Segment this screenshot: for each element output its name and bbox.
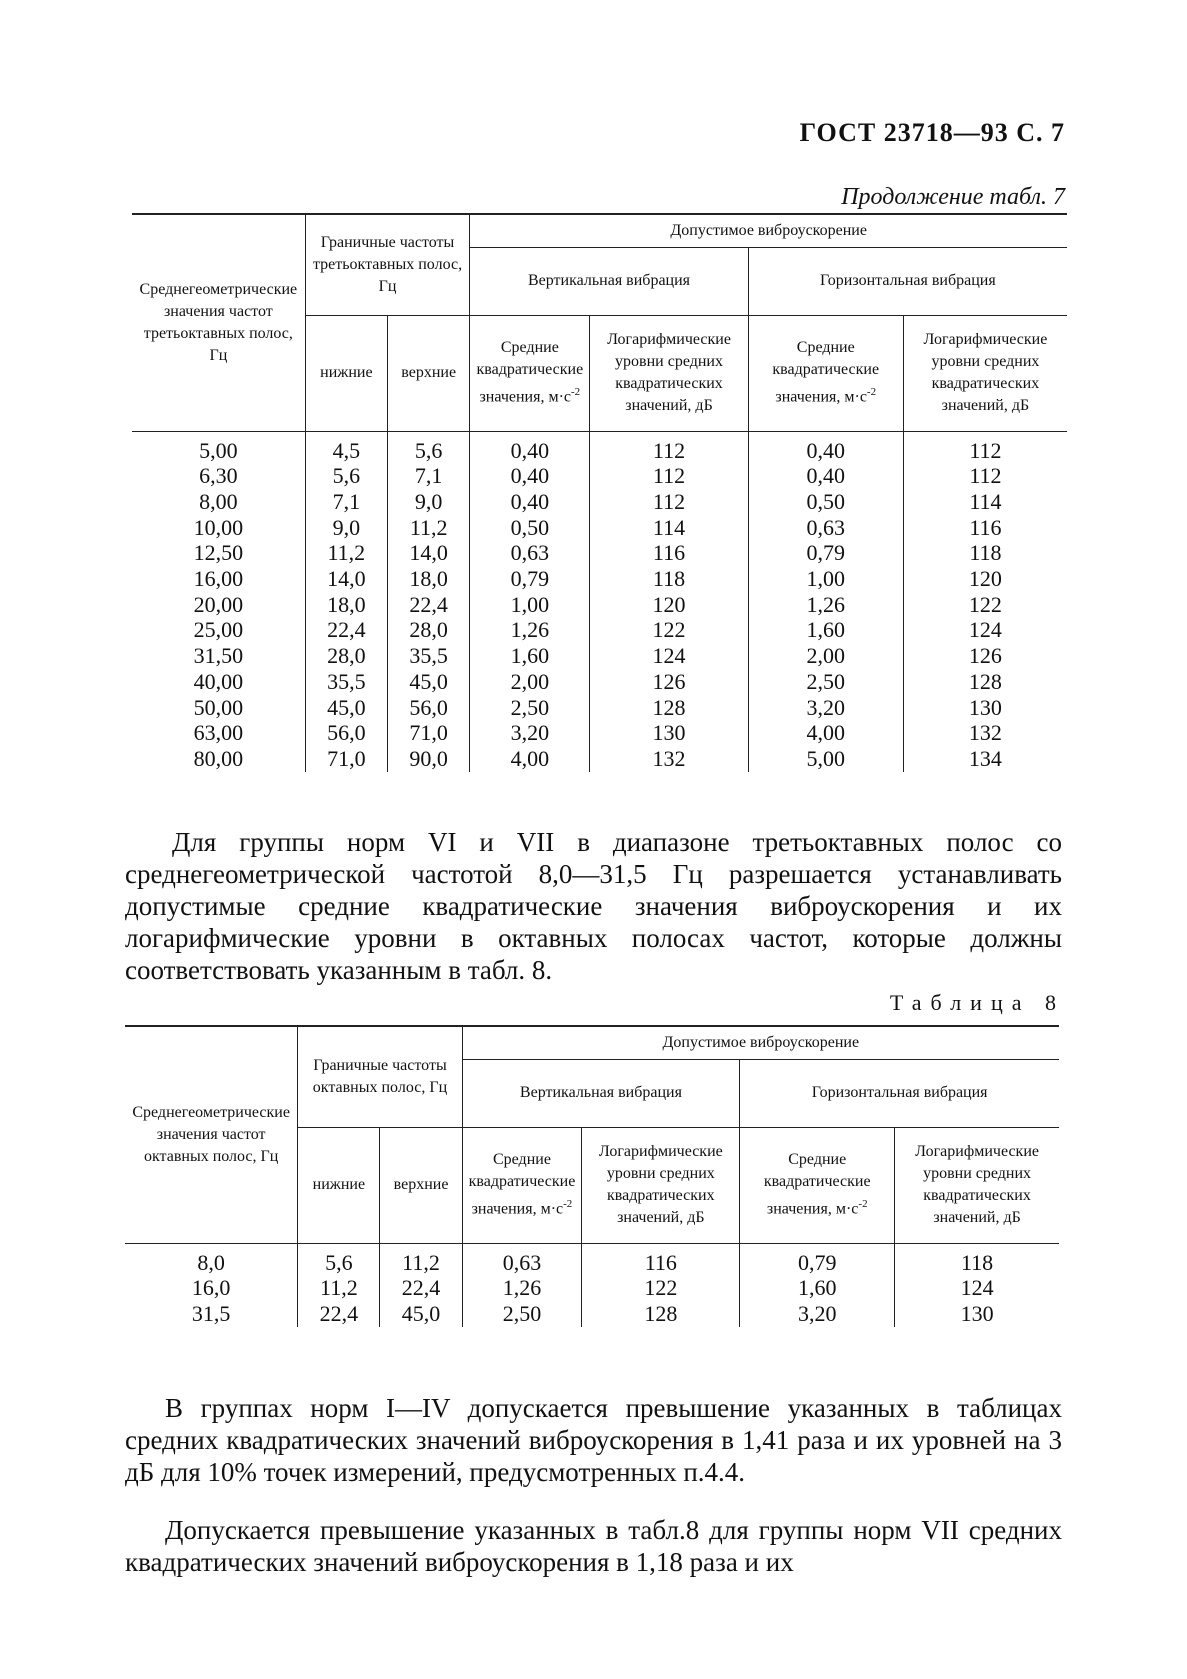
table-cell: 132 [652,745,686,771]
table-cell: 130 [960,1300,994,1326]
table-cell: 12,50 [193,540,244,566]
table-cell: 5,6 [414,437,443,463]
table-cell: 134 [968,745,1002,771]
header-vertical-rms: Средние квадратические значения, $м\cdot с^{-2}$ [462,1127,582,1243]
table-cell: 122 [968,591,1002,617]
table-cell: 126 [652,668,686,694]
column-lower [305,431,387,772]
table-cell: 118 [652,566,686,592]
table-cell: 0,50 [510,514,550,540]
table-cell: 116 [644,1249,677,1275]
table-cell: 20,00 [193,591,244,617]
table-cell: 31,50 [193,643,244,669]
table-cell: 128 [968,668,1002,694]
table-cell: 1,60 [797,1275,837,1301]
table-cell: 120 [652,591,686,617]
table-cell: 90,0 [409,745,448,771]
table-cell: 35,5 [327,668,366,694]
table-8-label: Таблица 8 [889,990,1065,1015]
table-cell: 11,2 [402,1249,440,1275]
table-cell: 1,60 [510,643,550,669]
table-cell: 0,40 [806,463,845,489]
table-cell: 80,00 [193,745,244,771]
header-vertical-vibration: Вертикальная вибрация [470,247,748,315]
column-vertical-rms [470,431,590,772]
table-cell: 31,5 [191,1300,231,1326]
table-cell: 45,0 [327,694,366,720]
table-cell: 3,20 [510,720,550,746]
table-cell: 2,50 [502,1300,542,1326]
table-cell: 3,20 [797,1300,837,1326]
column-horizontal-log-level [903,431,1067,772]
table-body [125,1243,1059,1327]
table-cell: 22,4 [327,617,366,643]
table-cell: 22,4 [401,1275,441,1301]
table-cell: 4,00 [510,745,550,771]
header-boundary-frequencies: Граничные частоты третьоктавных полос, Гц [305,214,470,315]
table-cell: 128 [652,694,686,720]
table-cell: 16,00 [193,566,244,592]
table-cell: 14,0 [409,540,448,566]
header-permissible-acceleration: Допустимое виброускорение [470,214,1067,247]
header-vertical-vibration: Вертикальная вибрация [462,1059,740,1127]
table-cell: 2,50 [806,668,845,694]
table-cell: 4,00 [806,720,845,746]
column-upper [380,1243,462,1327]
column-vertical-log-level [582,1243,740,1327]
table-cell: 112 [652,463,686,489]
paragraph-group-vii: Допускается превышение указанных в табл.8 для группы норм VII средних квадратических значений виброускорения в 1,18 раза и их [125,1515,1062,1577]
column-center-frequency [132,431,305,772]
table-cell: 45,0 [409,668,448,694]
header-center-frequency: Среднегеометрические значения частот октавных полос, Гц [125,1026,298,1243]
table-cell: 0,50 [806,488,845,514]
table-8 [125,1025,1059,1327]
table-cell: 1,00 [510,591,550,617]
header-horizontal-log-level: Логарифмические уровни средних квадратических значений, дБ [895,1127,1059,1243]
table-cell: 124 [960,1275,994,1301]
table-cell: 9,0 [332,514,361,540]
table-cell: 118 [969,540,1002,566]
header-upper: верхние [388,315,470,431]
table-cell: 0,40 [510,488,550,514]
header-vertical-log-level: Логарифмические уровни средних квадратических значений, дБ [582,1127,740,1243]
column-lower [298,1243,380,1327]
standard-number: ГОСТ 23718—93 С. 7 [799,118,1065,147]
column-center-frequency [125,1243,298,1327]
table-cell: 22,4 [409,591,448,617]
table-cell: 122 [644,1275,678,1301]
table-cell: 10,00 [193,514,244,540]
table-cell: 25,00 [193,617,244,643]
table-cell: 11,2 [327,540,366,566]
header-vertical-log-level: Логарифмические уровни средних квадратических значений, дБ [590,315,748,431]
header-horizontal-rms: Средние квадратические значения, $м\cdot с^{-2}$ [740,1127,895,1243]
table-cell: 0,79 [797,1249,837,1275]
header-center-frequency: Среднегеометрические значения частот третьоктавных полос, Гц [132,214,305,431]
table-cell: 0,40 [510,463,550,489]
table-cell: 128 [644,1300,678,1326]
header-upper: верхние [380,1127,462,1243]
paragraph-groups-i-iv: В группах норм I—IV допускается превышение указанных в таблицах средних квадратических значений виброускорения в 1,41 раза и их уровней на 3 дБ для 10% точек измерений, предусмотренных п.4.4. [125,1393,1062,1487]
table-cell: 5,00 [806,745,845,771]
table-cell: 8,00 [199,488,238,514]
table-cell: 28,0 [327,643,366,669]
table-cell: 1,60 [806,617,845,643]
table-cell: 45,0 [401,1300,441,1326]
table-cell: 63,00 [193,720,244,746]
table-cell: 3,20 [806,694,845,720]
table-body [132,431,1067,772]
table-cell: 71,0 [327,745,366,771]
table-cell: 28,0 [409,617,448,643]
table-cell: 4,5 [332,437,361,463]
table-cell: 118 [960,1249,994,1275]
table-cell: 126 [968,643,1002,669]
table-cell: 18,0 [409,566,448,592]
table-cell: 1,26 [502,1275,542,1301]
column-vertical-log-level [590,431,748,772]
table-cell: 1,26 [806,591,845,617]
table-cell: 2,00 [806,643,845,669]
table-cell: 8,0 [197,1249,225,1275]
table-cell: 71,0 [409,720,448,746]
table-cell: 132 [968,720,1002,746]
table-cell: 0,79 [510,566,550,592]
header-boundary-frequencies: Граничные частоты октавных полос, Гц [298,1026,462,1127]
table-cell: 14,0 [327,566,366,592]
table-cell: 1,26 [510,617,550,643]
header-permissible-acceleration: Допустимое виброускорение [462,1026,1059,1059]
table-cell: 112 [969,463,1002,489]
header-lower: нижние [305,315,387,431]
table-cell: 116 [652,540,686,566]
header-lower: нижние [298,1127,380,1243]
header-horizontal-log-level: Логарифмические уровни средних квадратических значений, дБ [903,315,1067,431]
table-cell: 6,30 [199,463,238,489]
column-vertical-rms [462,1243,582,1327]
table-cell: 5,6 [332,463,361,489]
column-upper [388,431,470,772]
table-cell: 0,40 [510,437,550,463]
table-cell: 130 [652,720,686,746]
table-cell: 35,5 [409,643,448,669]
table-cell: 124 [968,617,1002,643]
table-cell: 112 [652,437,686,463]
table-continuation-label: Продолжение табл. 7 [841,184,1065,210]
table-cell: 0,63 [502,1249,542,1275]
table-cell: 112 [652,488,686,514]
table-cell: 124 [652,643,686,669]
table-cell: 5,6 [325,1249,353,1275]
table-cell: 18,0 [327,591,366,617]
table-cell: 50,00 [193,694,244,720]
table-cell: 0,63 [510,540,550,566]
table-cell: 5,00 [199,437,238,463]
table-cell: 116 [969,514,1002,540]
table-cell: 122 [652,617,686,643]
column-horizontal-rms [740,1243,895,1327]
table-cell: 7,1 [332,488,361,514]
table-cell: 120 [968,566,1002,592]
table-7 [132,213,1067,772]
table-cell: 56,0 [327,720,366,746]
table-cell: 11,2 [409,514,448,540]
table-cell: 114 [652,514,686,540]
table-cell: 112 [969,437,1002,463]
column-horizontal-rms [748,431,903,772]
table-cell: 56,0 [409,694,448,720]
table-cell: 0,79 [806,540,845,566]
table-cell: 1,00 [806,566,845,592]
table-cell: 0,40 [806,437,845,463]
table-cell: 40,00 [193,668,244,694]
header-horizontal-vibration: Горизонтальная вибрация [748,247,1067,315]
header-horizontal-vibration: Горизонтальная вибрация [740,1059,1059,1127]
header-horizontal-rms: Средние квадратические значения, $м\cdot с^{-2}$ [748,315,903,431]
column-horizontal-log-level [895,1243,1059,1327]
table-cell: 11,2 [320,1275,358,1301]
table-cell: 16,0 [191,1275,231,1301]
table-cell: 7,1 [414,463,443,489]
table-cell: 9,0 [414,488,443,514]
table-cell: 0,63 [806,514,845,540]
table-cell: 130 [968,694,1002,720]
header-vertical-rms: Средние квадратические значения, $м\cdot с^{-2}$ [470,315,590,431]
paragraph-group-vi-vii: Для группы норм VI и VII в диапазоне третьоктавных полос со среднегеометрической частотой 8,0—31,5 Гц разрешается устанавливать допустимые средние квадратические значения виброускорения и их логарифмические уровни в октавных полосах частот, которые должны соответствовать указанным в табл. 8. [125,827,1062,985]
table-cell: 2,50 [510,694,550,720]
table-cell: 22,4 [319,1300,359,1326]
table-cell: 114 [969,488,1002,514]
table-cell: 2,00 [510,668,550,694]
